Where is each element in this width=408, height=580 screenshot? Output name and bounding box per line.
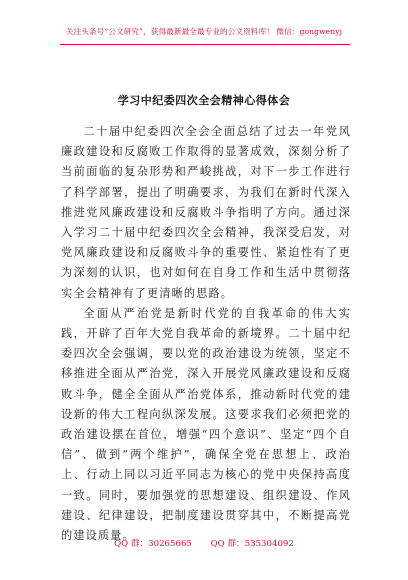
- body-paragraph-2: 全面从严治党是新时代党的自我革命的伟大实践，开辟了百年大党自我革命的新境界。二十届中纪委四次全会强调，要以党的政治建设为统领，坚定不移推进全面从严治党，深入开展党风廉政建设和反腐败斗争，健全全面从严治党体系，推动新时代党的建设新的伟大工程向纵深发展。这要求我们必须把党的政治建设摆在首位，增强“四个意识”、坚定“四个自信”、做到“两个维护”，确保全党在思想上、政治上、行动上同以习近平同志为核心的党中央保持高度一致。同时，要加强党的思想建设、组织建设、作风建设、纪律建设，把制度建设贯穿其中，不断提高党的建设质量。: [61, 306, 351, 543]
- document-title: 学习中纪委四次全会精神心得体会: [117, 94, 291, 107]
- document-body: [61, 122, 351, 546]
- footer-qq-group-2: QQ 群：535304092: [210, 539, 294, 549]
- page-header-promo: 关注头条号“公文研究”，获得最新最全最专业的公文资料库！ 微信：gongwenyj: [65, 27, 343, 36]
- header-divider: [60, 44, 350, 45]
- page-footer: [0, 537, 408, 549]
- footer-qq-group-1: QQ 群：30265665: [114, 539, 192, 549]
- body-paragraph-1: 二十届中纪委四次全会全面总结了过去一年党风廉政建设和反腐败工作取得的显著成效，深刻分析了当前面临的复杂形势和严峻挑战，对下一步工作进行了科学部署，提出了明确要求，为我们在新时代深入推进党风廉政建设和反腐败斗争指明了方向。通过深入学习二十届中纪委四次全会精神，我深受启发，对党风廉政建设和反腐败斗争的重要性、紧迫性有了更为深刻的认识，也对如何在自身工作和生活中贯彻落实全会精神有了更清晰的思路。: [61, 125, 351, 300]
